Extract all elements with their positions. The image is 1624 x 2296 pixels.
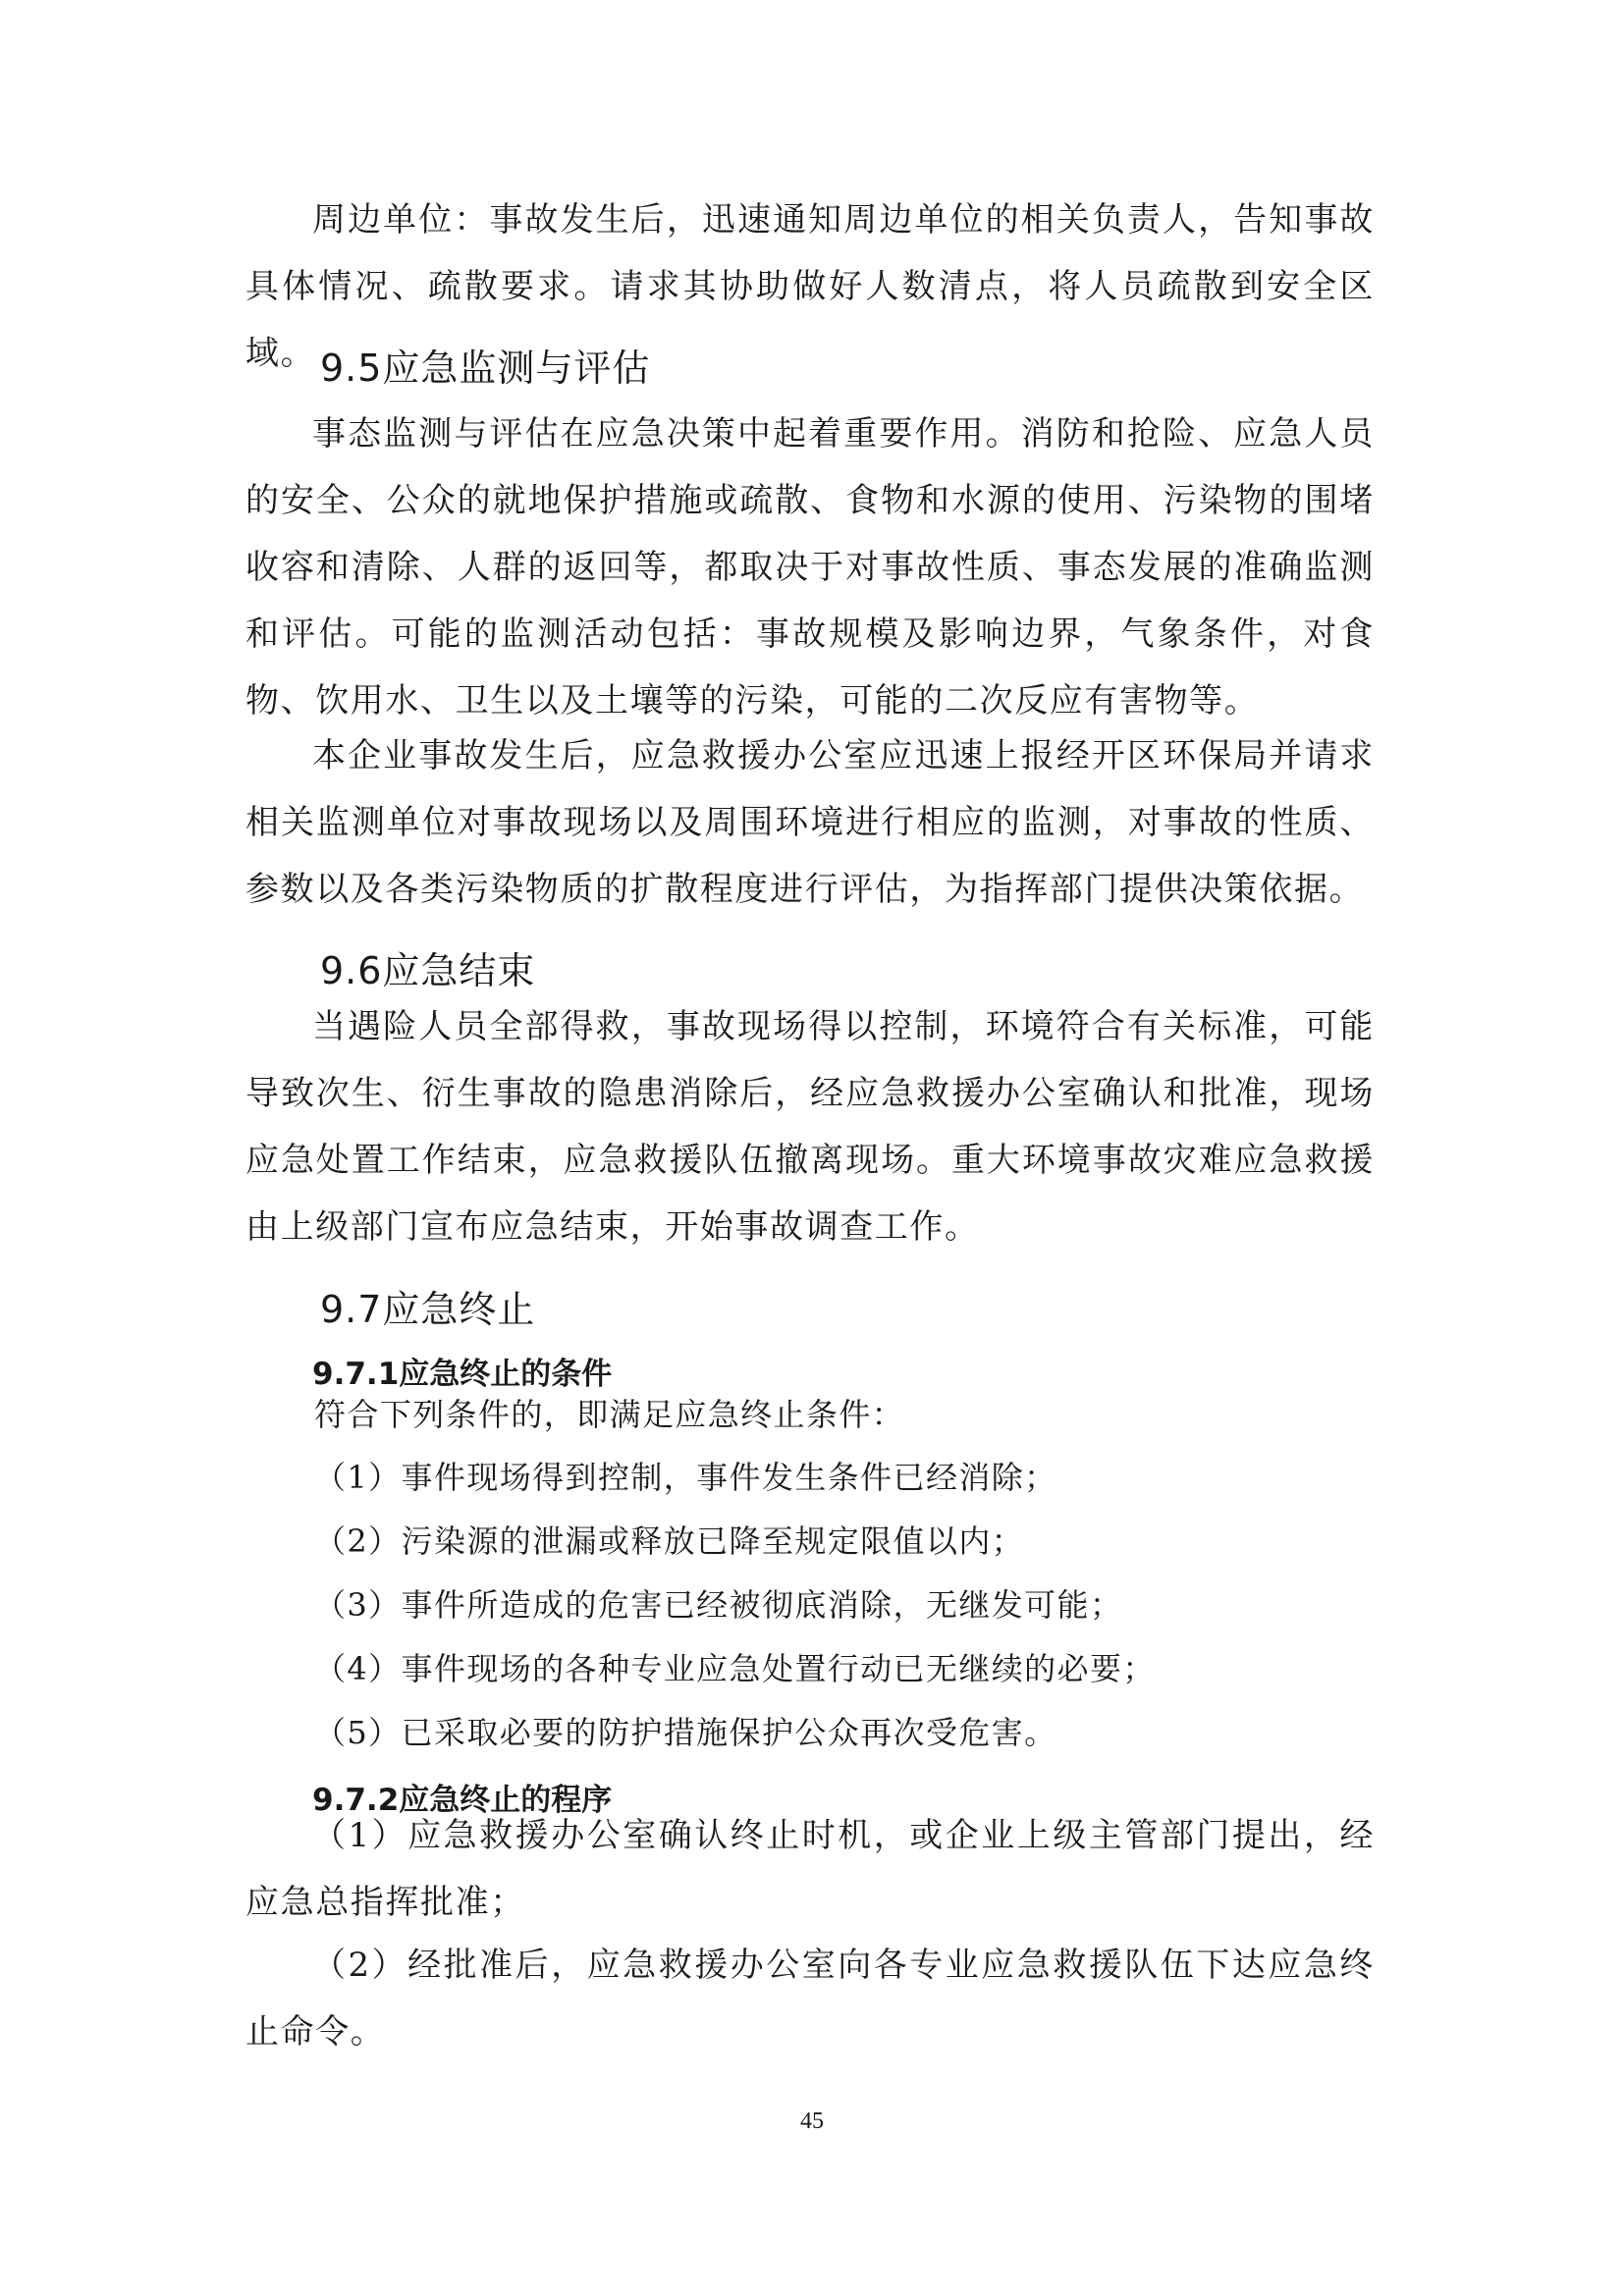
paragraph-text: 周边单位：事故发生后，迅速通知周边单位的相关负责人，告知事故具体情况、疏散要求。请求其协助做好人数清点，将人员疏散到安全区域。: [245, 200, 1375, 373]
procedure-item-2: [245, 1932, 1375, 2065]
paragraph-text: 当遇险人员全部得救，事故现场得以控制，环境符合有关标准，可能导致次生、衍生事故的隐患消除后，经应急救援办公室确认和批准，现场应急处置工作结束，应急救援队伍撤离现场。重大环境事故灾难应急救援由上级部门宣布应急结束，开始事故调查工作。: [245, 1007, 1375, 1247]
section-9-5-heading: 9.5应急监测与评估: [320, 347, 651, 390]
subsection-9-7-2-heading: 9.7.2应急终止的程序: [312, 1783, 613, 1818]
condition-item-5: （5）已采取必要的防护措施保护公众再次受危害。: [314, 1714, 1057, 1751]
paragraph-text: （2）经批准后，应急救援办公室向各专业应急救援队伍下达应急终止命令。: [245, 1946, 1375, 2052]
condition-item-1: （1）事件现场得到控制，事件发生条件已经消除；: [314, 1459, 1057, 1496]
condition-item-2: （2）污染源的泄漏或释放已降至规定限值以内；: [314, 1522, 1025, 1560]
section-9-7-heading: 9.7应急终止: [320, 1288, 536, 1331]
paragraph-9-5-2: [245, 722, 1375, 923]
section-9-6-heading: 9.6应急结束: [320, 949, 536, 992]
condition-item-4: （4）事件现场的各种专业应急处置行动已无继续的必要；: [314, 1650, 1156, 1687]
subsection-9-7-1-intro: 符合下列条件的，即满足应急终止条件：: [314, 1396, 905, 1433]
paragraph-9-6-1: [245, 993, 1375, 1260]
condition-item-3: （3）事件所造成的危害已经被彻底消除，无继发可能；: [314, 1586, 1123, 1624]
paragraph-9-5-1: [245, 400, 1375, 734]
procedure-item-1: [245, 1802, 1375, 1936]
page-number: 45: [800, 2109, 824, 2134]
paragraph-text: 本企业事故发生后，应急救援办公室应迅速上报经开区环保局并请求相关监测单位对事故现场以及周围环境进行相应的监测，对事故的性质、参数以及各类污染物质的扩散程度进行评估，为指挥部门提供决策依据。: [245, 736, 1375, 909]
paragraph-text: 事态监测与评估在应急决策中起着重要作用。消防和抢险、应急人员的安全、公众的就地保护措施或疏散、食物和水源的使用、污染物的围堵收容和清除、人群的返回等，都取决于对事故性质、事态发展的准确监测和评估。可能的监测活动包括：事故规模及影响边界，气象条件，对食物、饮用水、卫生以及土壤等的污染，可能的二次反应有害物等。: [245, 414, 1375, 721]
subsection-9-7-1-heading: 9.7.1应急终止的条件: [312, 1357, 613, 1392]
paragraph-text: （1）应急救援办公室确认终止时机，或企业上级主管部门提出，经应急总指挥批准；: [245, 1816, 1375, 1922]
